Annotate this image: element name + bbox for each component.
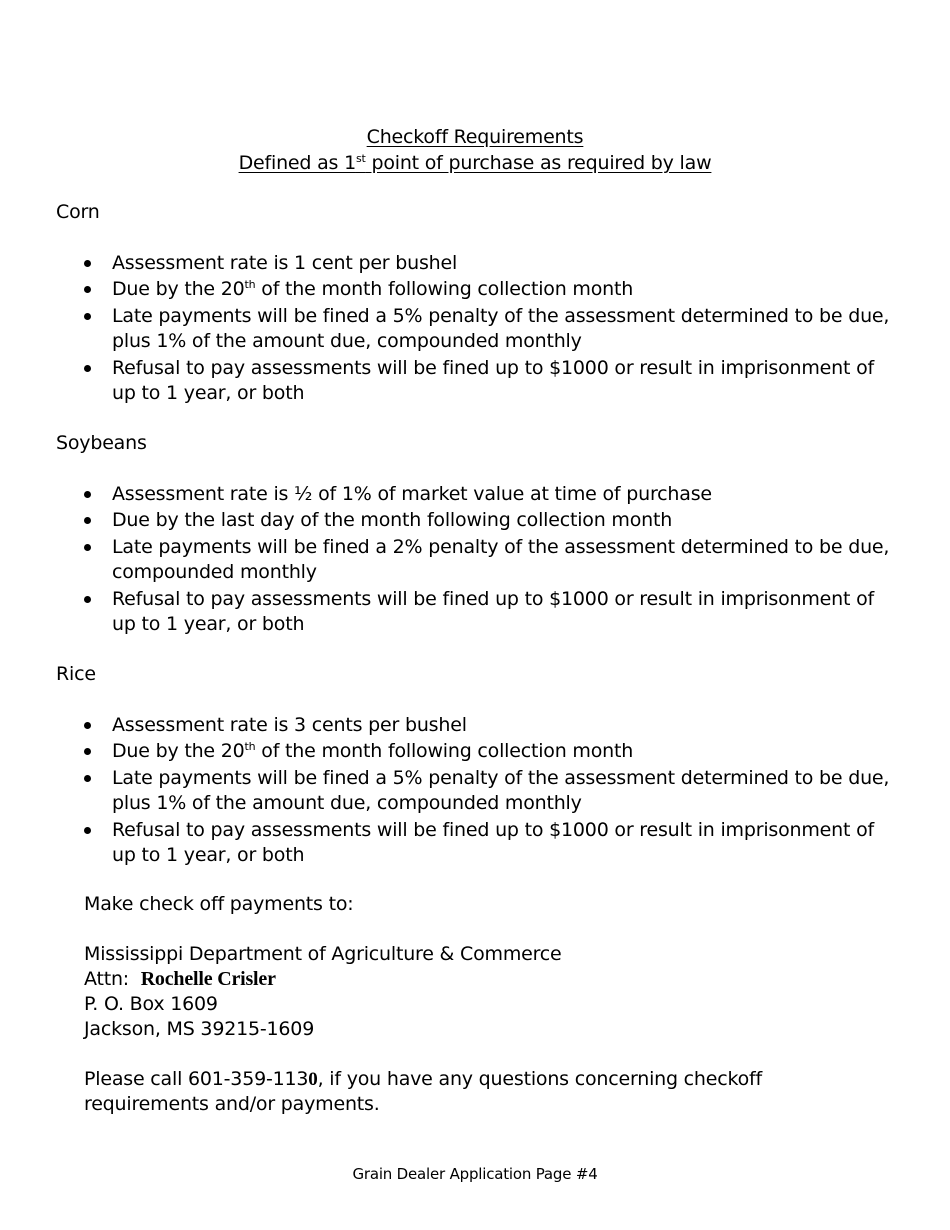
bullet-list: [56, 482, 896, 637]
title-line-2: [0, 150, 950, 176]
list-item: [56, 277, 896, 302]
document-title: [0, 124, 950, 176]
bullet-dot-icon: [84, 517, 91, 524]
subtitle-sup: st: [355, 152, 366, 165]
org-name: Mississippi Department of Agriculture & Commerce: [84, 943, 562, 965]
section-heading: Rice: [56, 663, 96, 685]
item-text: Assessment rate is 3 cents per bushel: [112, 714, 467, 736]
attn-label: Attn:: [84, 968, 141, 990]
call-pre: Please call 601-359-113: [84, 1068, 309, 1090]
bullet-list: [56, 251, 896, 406]
item-text: Due by the 20: [112, 278, 245, 300]
section-corn: [56, 199, 896, 407]
call-bold-digit: 0: [308, 1069, 318, 1090]
section-heading: Soybeans: [56, 432, 147, 454]
list-item: [56, 766, 896, 816]
list-item: [56, 713, 896, 738]
list-item: [56, 535, 896, 585]
list-item: [56, 508, 896, 533]
list-item: [56, 818, 896, 868]
bullet-list: [56, 713, 896, 868]
section-heading: Corn: [56, 201, 100, 223]
item-text-post: of the month following collection month: [255, 278, 634, 300]
attn-name: Rochelle Crisler: [140, 968, 276, 990]
bullet-dot-icon: [84, 827, 91, 834]
bullet-dot-icon: [84, 365, 91, 372]
item-sup: th: [244, 278, 256, 291]
item-text: Due by the 20: [112, 740, 245, 762]
call-post: , if you have any questions concerning checkoff: [317, 1068, 763, 1090]
po-box: P. O. Box 1609: [84, 993, 218, 1015]
bullet-dot-icon: [84, 260, 91, 267]
subtitle-post: point of purchase as required by law: [365, 152, 712, 174]
item-text-post: of the month following collection month: [255, 740, 634, 762]
item-text: Assessment rate is ½ of 1% of market value at time of purchase: [112, 483, 712, 505]
item-text: Due by the last day of the month following collection month: [112, 509, 673, 531]
item-text: Refusal to pay assessments will be fined up to $1000 or result in imprisonment of up to 1 year, or both: [112, 357, 875, 404]
bullet-dot-icon: [84, 544, 91, 551]
item-text: Assessment rate is 1 cent per bushel: [112, 252, 458, 274]
payment-instructions: [84, 892, 884, 1117]
item-sup: th: [244, 740, 256, 753]
title-subtitle: [239, 152, 712, 174]
list-item: [56, 587, 896, 637]
list-item: [56, 251, 896, 276]
title-checkoff-requirements: Checkoff Requirements: [366, 126, 584, 148]
list-item: [56, 356, 896, 406]
call-line: [84, 1067, 884, 1092]
attn-line: [84, 967, 884, 992]
list-item: [56, 304, 896, 354]
bullet-dot-icon: [84, 775, 91, 782]
bullet-dot-icon: [84, 722, 91, 729]
item-text: Late payments will be fined a 2% penalty of the assessment determined to be due, compounded monthly: [112, 536, 890, 583]
section-rice: [56, 661, 896, 869]
bullet-dot-icon: [84, 313, 91, 320]
bullet-dot-icon: [84, 491, 91, 498]
item-text: Late payments will be fined a 5% penalty of the assessment determined to be due, plus 1% of the amount due, compounded monthly: [112, 305, 890, 352]
title-line-1: [0, 124, 950, 150]
bullet-dot-icon: [84, 596, 91, 603]
bullet-dot-icon: [84, 748, 91, 755]
list-item: [56, 482, 896, 507]
item-text: Refusal to pay assessments will be fined up to $1000 or result in imprisonment of up to 1 year, or both: [112, 819, 875, 866]
bullet-dot-icon: [84, 286, 91, 293]
subtitle-pre: Defined as 1: [238, 152, 356, 174]
payment-intro: Make check off payments to:: [84, 893, 354, 915]
call-line-2: requirements and/or payments.: [84, 1093, 380, 1115]
city-state-zip: Jackson, MS 39215-1609: [84, 1018, 315, 1040]
section-soybeans: [56, 430, 896, 638]
item-text: Late payments will be fined a 5% penalty of the assessment determined to be due, plus 1% of the amount due, compounded monthly: [112, 767, 890, 814]
item-text: Refusal to pay assessments will be fined up to $1000 or result in imprisonment of up to 1 year, or both: [112, 588, 875, 635]
page-footer: Grain Dealer Application Page #4: [352, 1165, 598, 1183]
list-item: [56, 739, 896, 764]
